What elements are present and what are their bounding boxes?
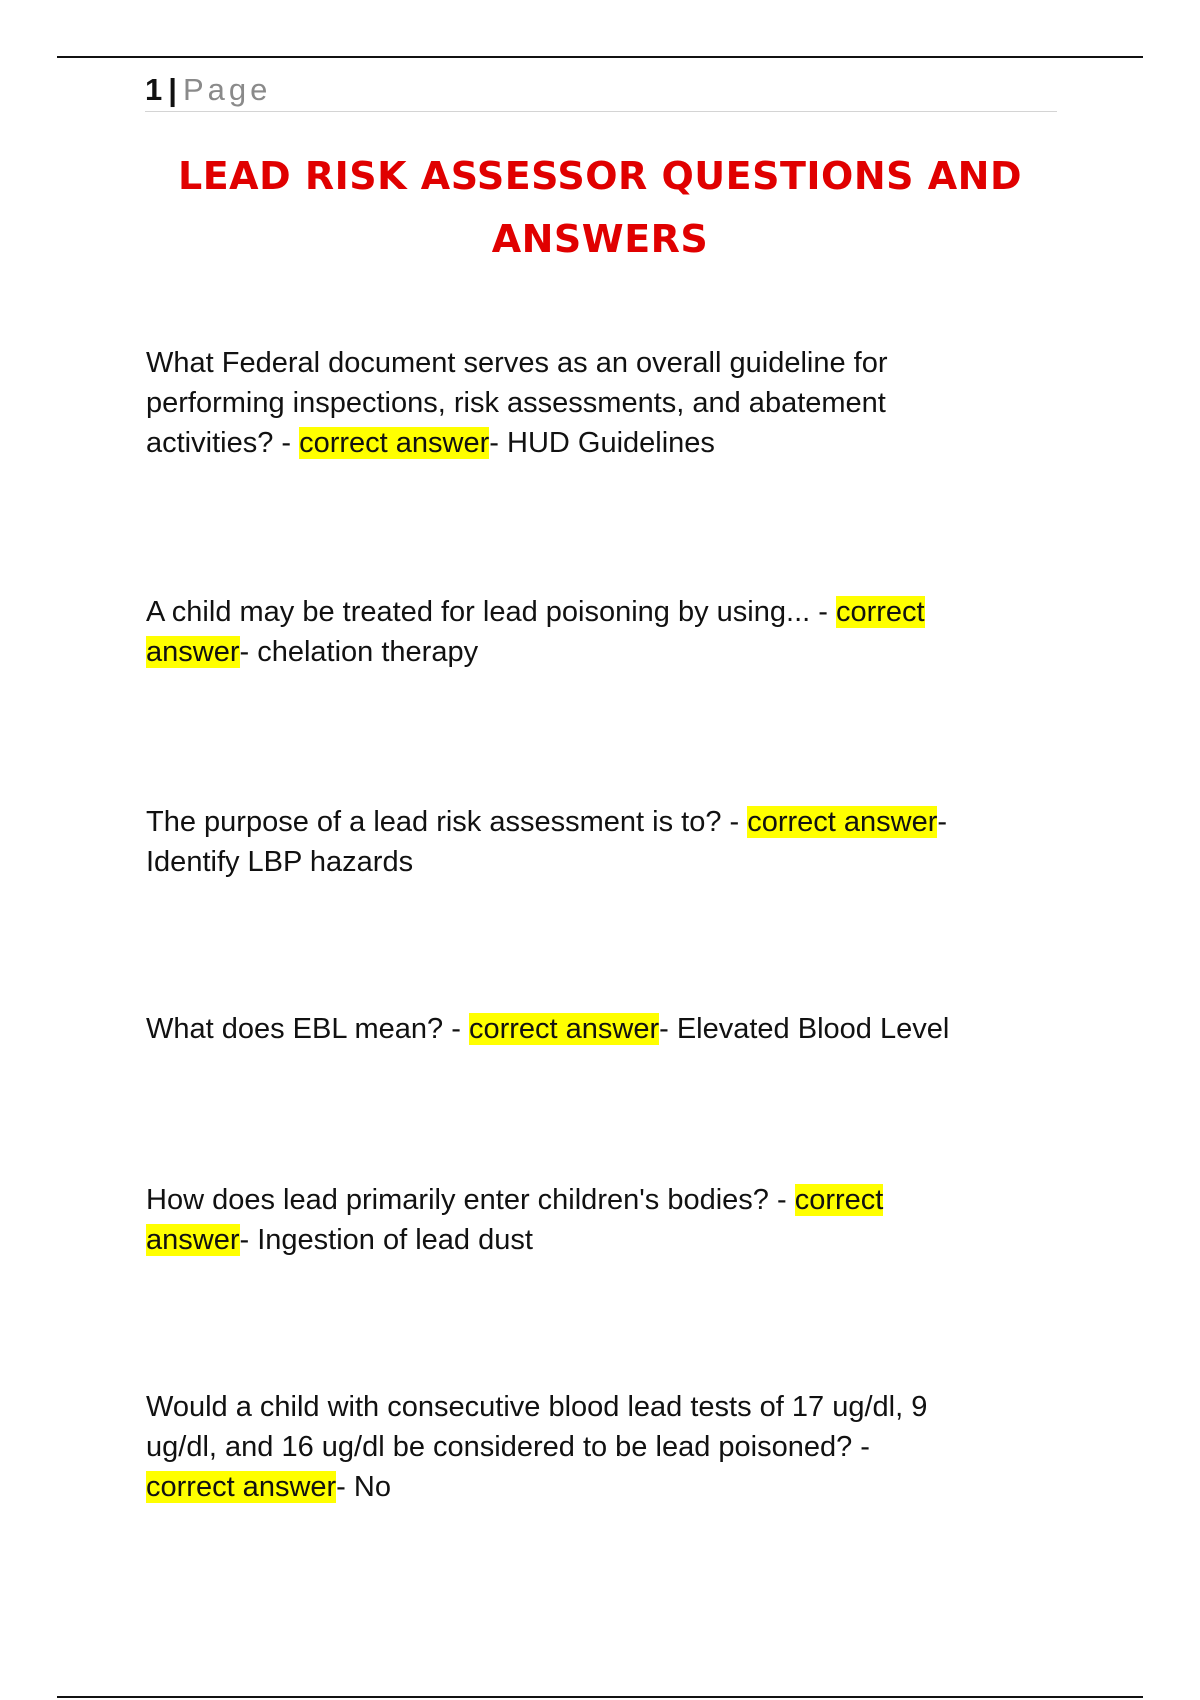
answer-text: - chelation therapy xyxy=(239,636,479,668)
qa-item-1 xyxy=(146,343,1051,463)
qa-item-5 xyxy=(146,1180,1051,1260)
answer-text: - xyxy=(937,806,948,838)
correct-answer-highlight: correct xyxy=(794,1184,884,1216)
qa-item-6 xyxy=(146,1387,1051,1507)
correct-answer-highlight: correct answer xyxy=(299,427,490,459)
question-text: A child may be treated for lead poisoning by using... - xyxy=(146,596,836,628)
question-text: What does EBL mean? - xyxy=(146,1013,469,1045)
correct-answer-highlight: correct answer xyxy=(468,1013,660,1045)
top-rule xyxy=(57,56,1143,58)
qa-item-2 xyxy=(146,592,1051,672)
answer-text: - No xyxy=(336,1471,391,1503)
question-text: ug/dl, and 16 ug/dl be considered to be lead poisoned? - xyxy=(146,1431,870,1463)
question-text: Would a child with consecutive blood lead tests of 17 ug/dl, 9 xyxy=(146,1391,928,1423)
answer-text: - HUD Guidelines xyxy=(489,427,715,459)
qa-item-4 xyxy=(146,1009,1051,1049)
title-line-1: LEAD RISK ASSESSOR QUESTIONS AND xyxy=(177,154,1023,198)
page-number: 1 xyxy=(145,72,163,107)
title-line-2: ANSWERS xyxy=(491,217,709,261)
qa-item-3 xyxy=(146,802,1051,882)
answer-text: Identify LBP hazards xyxy=(146,846,414,878)
correct-answer-highlight: correct answer xyxy=(146,1471,337,1503)
bottom-rule xyxy=(57,1696,1143,1698)
correct-answer-highlight: answer xyxy=(146,636,240,668)
question-text: The purpose of a lead risk assessment is to? - xyxy=(146,806,748,838)
answer-text: - Elevated Blood Level xyxy=(659,1013,950,1045)
answer-text: - Ingestion of lead dust xyxy=(239,1224,533,1256)
correct-answer-highlight: answer xyxy=(146,1224,240,1256)
document-title xyxy=(130,145,1070,271)
page-label: Page xyxy=(182,72,272,107)
question-text: How does lead primarily enter children's bodies? - xyxy=(146,1184,795,1216)
question-text: activities? - xyxy=(146,427,300,459)
question-text: performing inspections, risk assessments, and abatement xyxy=(146,387,886,419)
correct-answer-highlight: correct answer xyxy=(747,806,938,838)
correct-answer-highlight: correct xyxy=(835,596,925,628)
page-header xyxy=(145,72,1057,112)
page-separator: | xyxy=(168,72,177,107)
question-text: What Federal document serves as an overall guideline for xyxy=(146,347,888,379)
